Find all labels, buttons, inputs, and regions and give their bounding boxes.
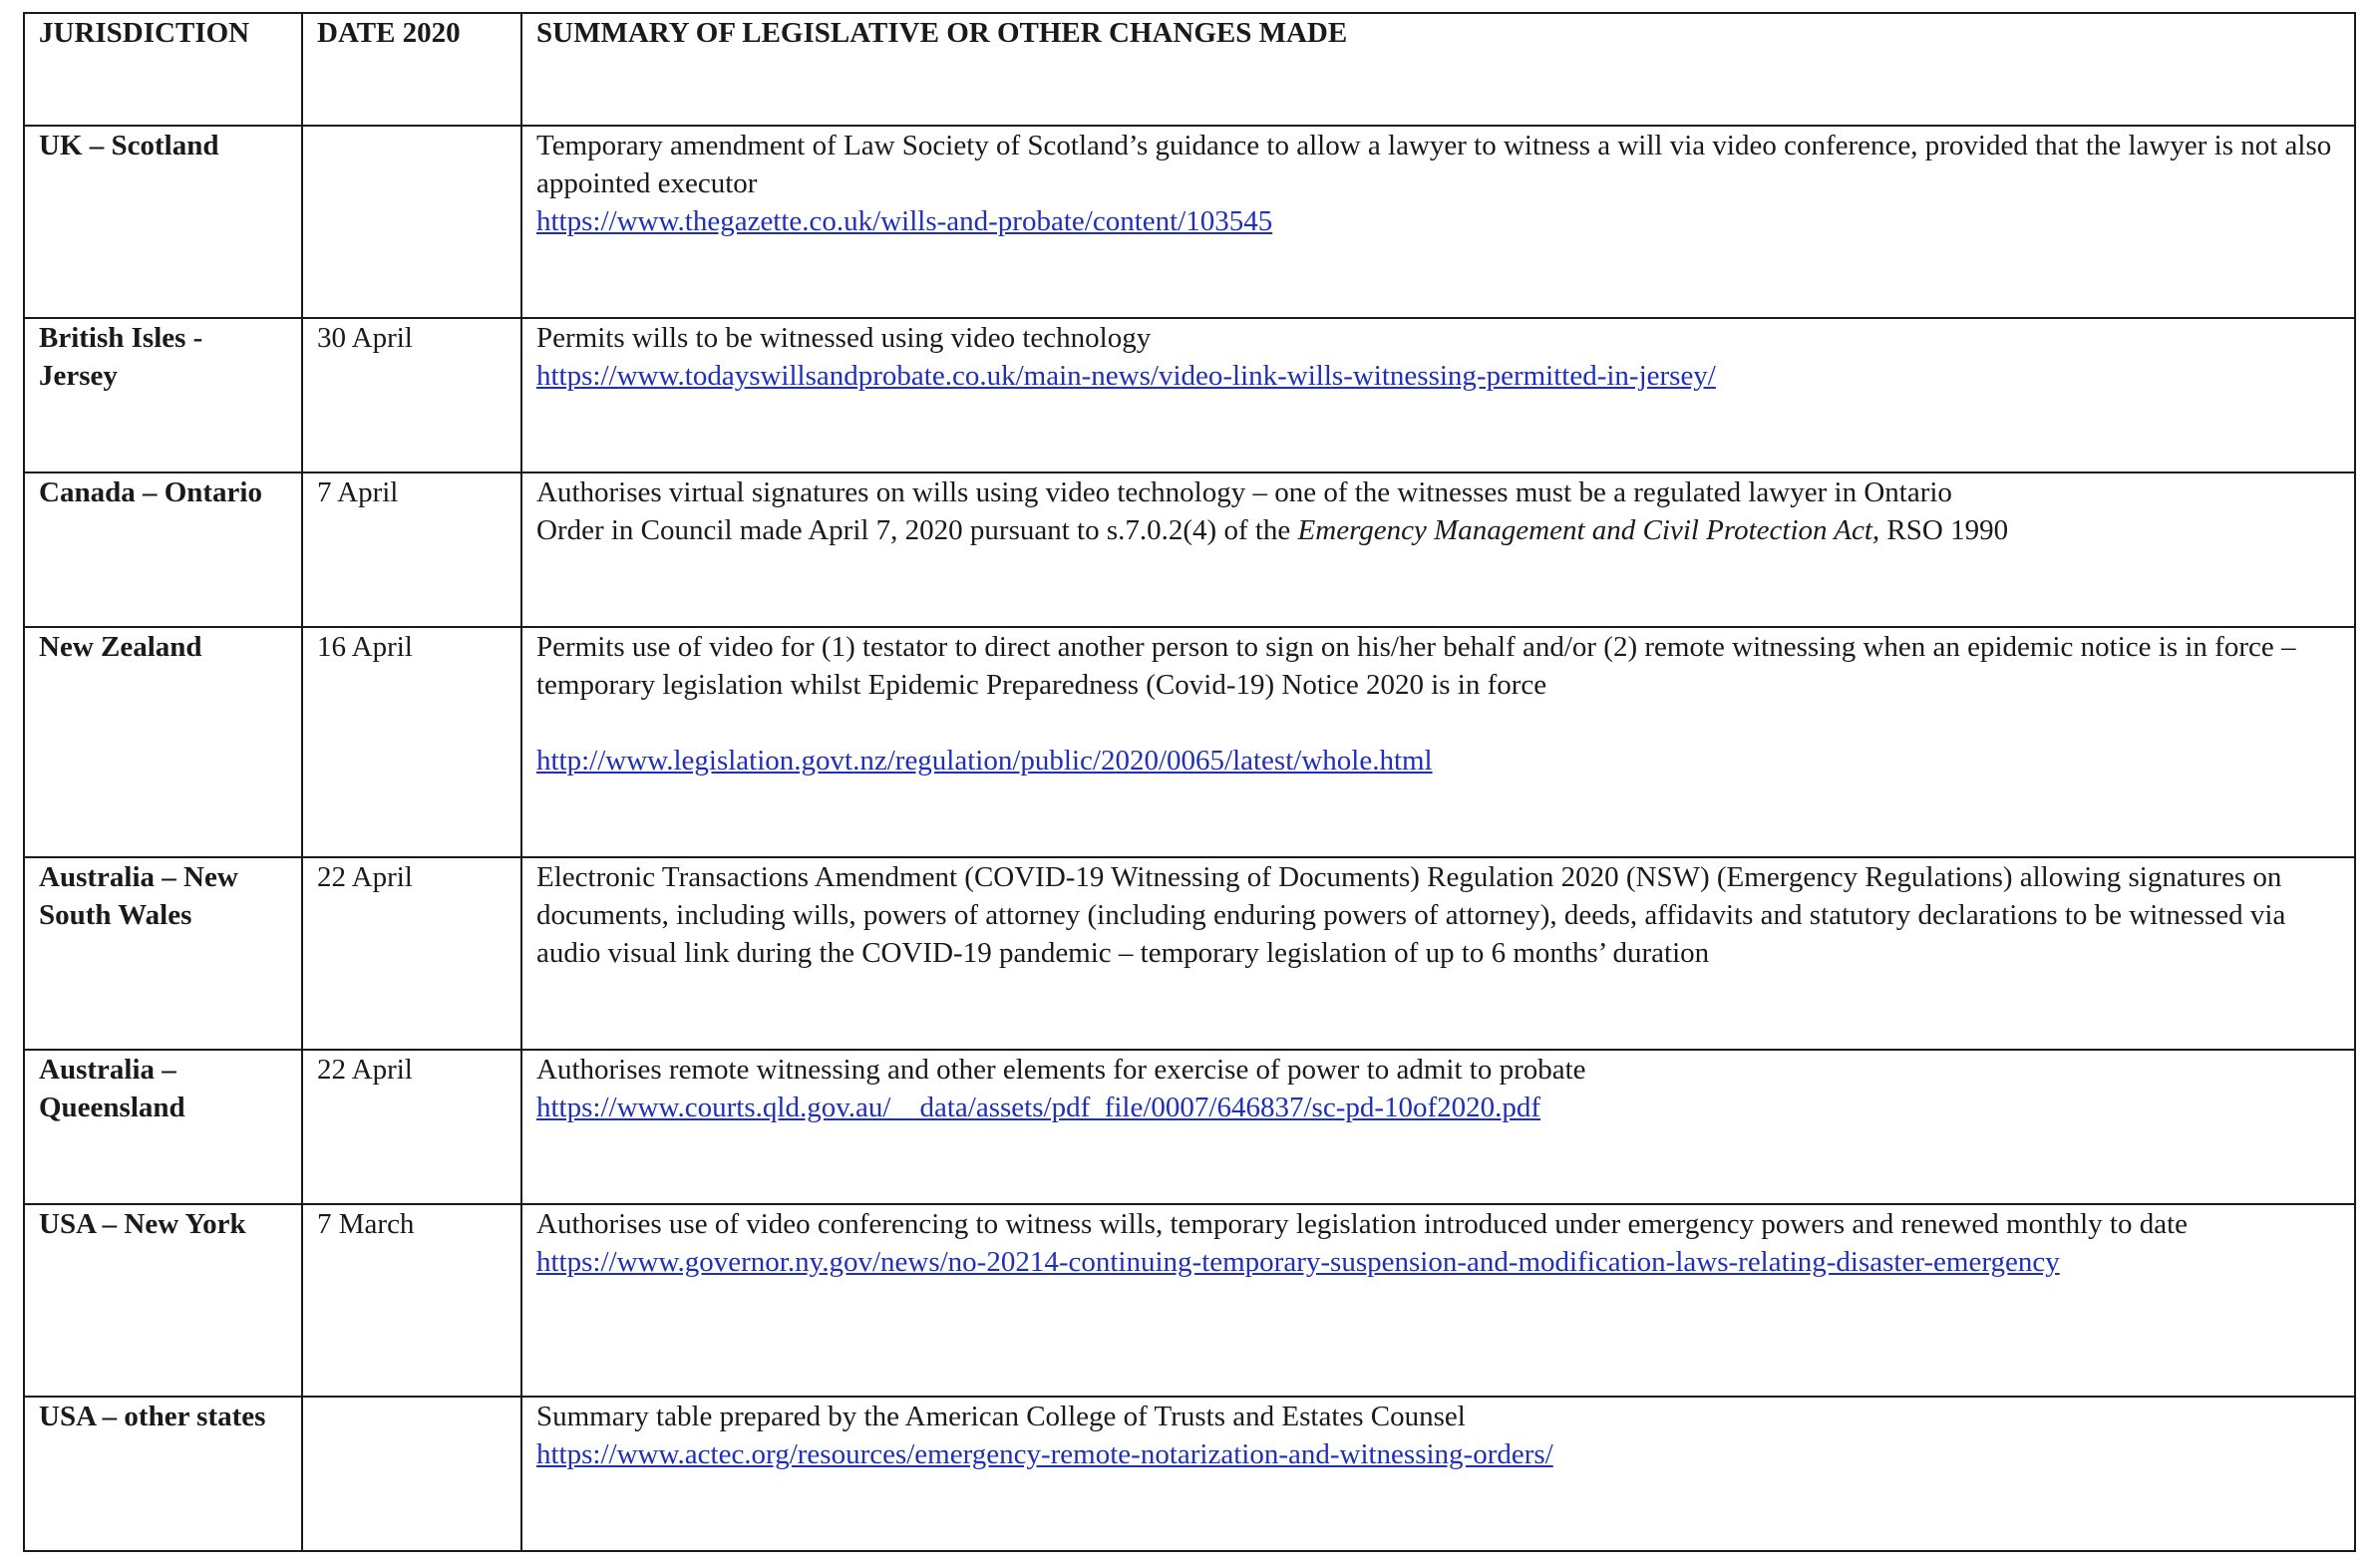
jurisdiction-cell: Australia – Queensland: [24, 1050, 302, 1204]
summary-text: Permits use of video for (1) testator to direct another person to sign on his/her behalf and/or (2) remote witnessing when an epidemic notice is in force – temporary legislation whilst Epidemic Preparedness (Covid-19) Notice 2020 is in force: [536, 631, 2296, 701]
legislation-table: [23, 12, 2356, 1552]
summary-text: Summary table prepared by the American College of Trusts and Estates Counsel: [536, 1401, 1466, 1432]
date-cell: 22 April: [302, 1050, 521, 1204]
jurisdiction-cell: Canada – Ontario: [24, 472, 302, 627]
header-jurisdiction: JURISDICTION: [24, 13, 302, 126]
act-title: Emergency Management and Civil Protection Act,: [1297, 514, 1880, 546]
jurisdiction-cell: UK – Scotland: [24, 126, 302, 318]
jurisdiction-cell: British Isles - Jersey: [24, 318, 302, 472]
paragraph-spacer: [536, 704, 2340, 742]
table-row: [24, 318, 2355, 472]
summary-cell: [521, 126, 2355, 318]
date-cell: [302, 1397, 521, 1551]
summary-text: Electronic Transactions Amendment (COVID-19 Witnessing of Documents) Regulation 2020 (NSW) (Emergency Regulations) allowing signatures on documents, including wills, powers of attorney (including enduring powers of attorney), deeds, affidavits and statutory declarations to be witnessed via audio visual link during the COVID-19 pandemic – temporary legislation of up to 6 months’ duration: [536, 861, 2286, 969]
summary-cell: [521, 1397, 2355, 1551]
source-link[interactable]: https://www.governor.ny.gov/news/no-20214-continuing-temporary-suspension-and-modification-laws-relating-disaster-emergency: [536, 1246, 2060, 1278]
order-text-post: RSO 1990: [1879, 514, 2009, 546]
table-row: [24, 472, 2355, 627]
jurisdiction-cell: Australia – New South Wales: [24, 857, 302, 1050]
date-cell: 16 April: [302, 627, 521, 857]
summary-text: Authorises use of video conferencing to witness wills, temporary legislation introduced under emergency powers and renewed monthly to date: [536, 1208, 2189, 1240]
table-row: [24, 1397, 2355, 1551]
date-cell: 7 April: [302, 472, 521, 627]
order-text-pre: Order in Council made April 7, 2020 pursuant to s.7.0.2(4) of the: [536, 514, 1298, 546]
table-row: [24, 857, 2355, 1050]
jurisdiction-cell: USA – New York: [24, 1204, 302, 1397]
header-summary: SUMMARY OF LEGISLATIVE OR OTHER CHANGES MADE: [521, 13, 2355, 126]
summary-text: Authorises virtual signatures on wills using video technology – one of the witnesses must be a regulated lawyer in Ontario: [536, 476, 1952, 508]
source-link[interactable]: https://www.thegazette.co.uk/wills-and-probate/content/103545: [536, 205, 1273, 237]
table-header-row: [24, 13, 2355, 126]
source-link[interactable]: https://www.todayswillsandprobate.co.uk/main-news/video-link-wills-witnessing-permitted-in-jersey/: [536, 360, 1716, 392]
summary-cell: [521, 627, 2355, 857]
date-cell: 22 April: [302, 857, 521, 1050]
table-row: [24, 627, 2355, 857]
jurisdiction-cell: New Zealand: [24, 627, 302, 857]
summary-text-order: [536, 511, 2340, 549]
summary-cell: [521, 318, 2355, 472]
date-cell: 30 April: [302, 318, 521, 472]
summary-text: Authorises remote witnessing and other elements for exercise of power to admit to probate: [536, 1054, 1586, 1086]
summary-text: Permits wills to be witnessed using video technology: [536, 322, 1152, 354]
table-row: [24, 1050, 2355, 1204]
source-link[interactable]: https://www.actec.org/resources/emergency-remote-notarization-and-witnessing-orders/: [536, 1438, 1553, 1470]
source-link[interactable]: https://www.courts.qld.gov.au/__data/assets/pdf_file/0007/646837/sc-pd-10of2020.pdf: [536, 1092, 1541, 1123]
header-date: DATE 2020: [302, 13, 521, 126]
summary-cell: [521, 472, 2355, 627]
table-row: [24, 126, 2355, 318]
jurisdiction-cell: USA – other states: [24, 1397, 302, 1551]
summary-text: Temporary amendment of Law Society of Scotland’s guidance to allow a lawyer to witness a will via video conference, provided that the lawyer is not also appointed executor: [536, 130, 2332, 199]
summary-cell: [521, 857, 2355, 1050]
summary-cell: [521, 1204, 2355, 1397]
summary-cell: [521, 1050, 2355, 1204]
date-cell: 7 March: [302, 1204, 521, 1397]
table-row: [24, 1204, 2355, 1397]
source-link[interactable]: http://www.legislation.govt.nz/regulation/public/2020/0065/latest/whole.html: [536, 745, 1433, 777]
date-cell: [302, 126, 521, 318]
